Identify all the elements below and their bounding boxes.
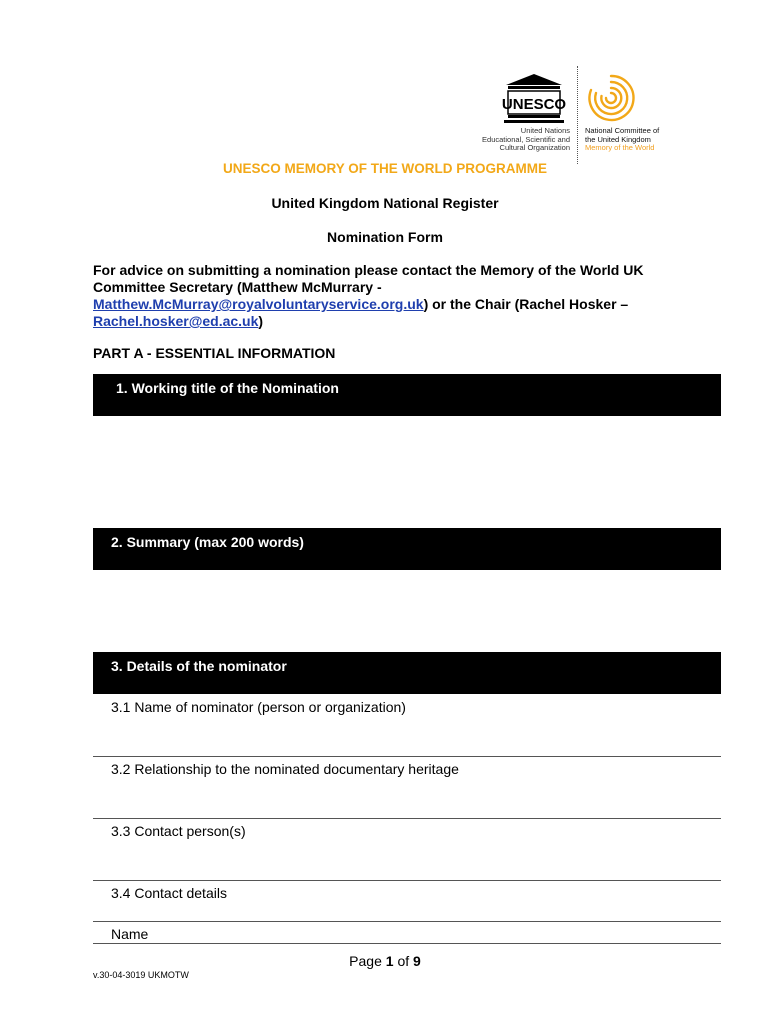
field-3-3-rule[interactable] xyxy=(93,880,721,881)
part-a-heading: PART A - ESSENTIAL INFORMATION xyxy=(93,345,336,361)
natcom-line: the United Kingdom xyxy=(585,134,651,144)
unesco-subtitle-line: Cultural Organization xyxy=(499,143,570,152)
page-word: Page xyxy=(349,953,382,969)
field-3-3-label: 3.3 Contact person(s) xyxy=(111,823,246,839)
section-2-header xyxy=(93,528,721,570)
unesco-subtitle-line: Educational, Scientific and xyxy=(482,134,570,144)
name-field-label: Name xyxy=(111,926,149,942)
field-3-2-rule[interactable] xyxy=(93,818,721,819)
unesco-wordmark: UNESCO xyxy=(502,96,566,113)
page-current: 1 xyxy=(385,953,394,969)
field-3-4-label: 3.4 Contact details xyxy=(111,885,227,901)
field-3-2-label: 3.2 Relationship to the nominated documentary heritage xyxy=(111,761,459,777)
section-1-title: 1. Working title of the Nomination xyxy=(116,380,339,396)
advice-text: ) xyxy=(258,313,264,329)
field-3-1-label: 3.1 Name of nominator (person or organization) xyxy=(111,699,406,715)
advice-text: For advice on submitting a nomination please contact the Memory of the World UK Committee Secretary (Matthew McMurrary - xyxy=(93,262,644,295)
logo-separator xyxy=(577,66,578,164)
chair-email-link[interactable]: Rachel.hosker@ed.ac.uk xyxy=(93,313,259,329)
unesco-temple-logo xyxy=(502,72,566,124)
natcom-line: National Committee of xyxy=(585,126,660,135)
version-label: v.30-04-3019 UKMOTW xyxy=(93,970,189,980)
page-number xyxy=(0,953,770,969)
register-title: United Kingdom National Register xyxy=(271,195,499,211)
section-1-header xyxy=(93,374,721,416)
advice-text: ) or the Chair (Rachel Hosker – xyxy=(423,296,629,312)
memory-of-the-world-label: Memory of the World xyxy=(585,143,655,152)
page-total: 9 xyxy=(413,953,421,969)
memory-of-the-world-spiral-icon xyxy=(585,72,637,124)
form-title: Nomination Form xyxy=(327,229,443,245)
section-3-header xyxy=(93,652,721,694)
section-3-title: 3. Details of the nominator xyxy=(111,658,287,674)
advice-paragraph xyxy=(93,262,693,330)
unesco-subtitle xyxy=(470,127,570,153)
field-3-4-rule xyxy=(93,921,721,922)
section-2-title: 2. Summary (max 200 words) xyxy=(111,534,304,550)
secretary-email-link[interactable]: Matthew.McMurray@royalvoluntaryservice.org.uk xyxy=(93,296,424,312)
name-field-rule[interactable] xyxy=(93,943,721,944)
unesco-subtitle-line: United Nations xyxy=(520,126,570,135)
page-of: of xyxy=(397,953,410,969)
national-committee-label xyxy=(585,127,695,153)
programme-title: UNESCO MEMORY OF THE WORLD PROGRAMME xyxy=(223,161,547,176)
field-3-1-rule[interactable] xyxy=(93,756,721,757)
